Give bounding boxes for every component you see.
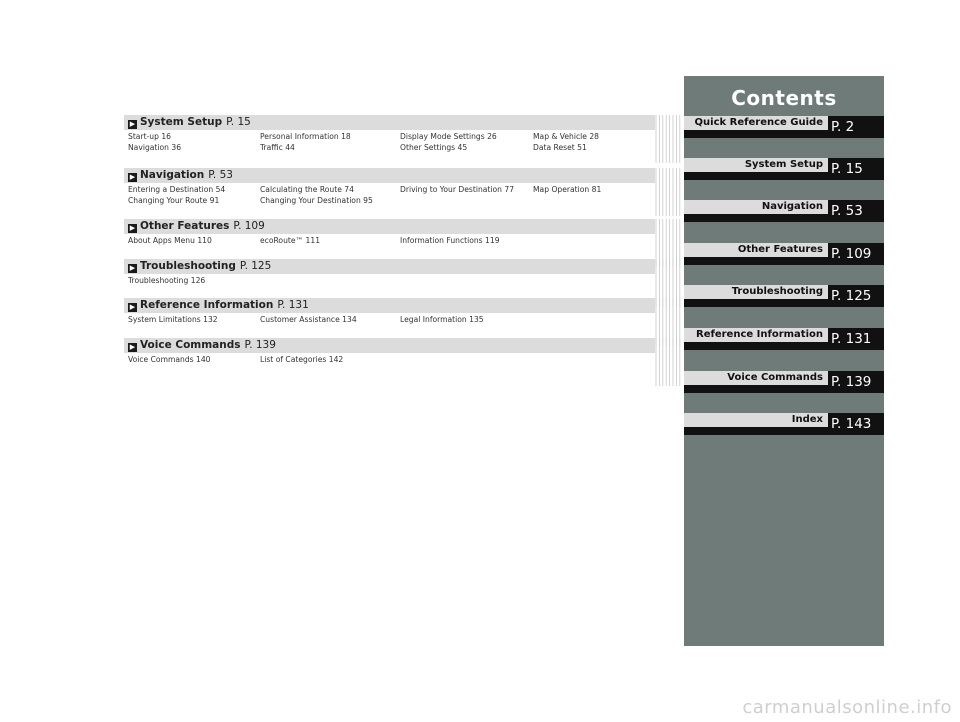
section-page: P. 53 bbox=[208, 169, 233, 181]
sidebar-item-troubleshooting[interactable] bbox=[684, 285, 884, 315]
section-title: Other Features bbox=[140, 220, 230, 232]
sidebar-item-label: Other Features bbox=[684, 243, 828, 257]
sidebar-item-navigation[interactable] bbox=[684, 200, 884, 230]
sidebar-item-label: Voice Commands bbox=[684, 371, 828, 385]
decorative-hatch bbox=[654, 168, 684, 216]
section-page: P. 109 bbox=[233, 220, 265, 232]
sidebar-item-label: Troubleshooting bbox=[684, 285, 828, 299]
sidebar-item-other-features[interactable] bbox=[684, 243, 884, 273]
subsection-row bbox=[124, 235, 684, 246]
sidebar-item-label: Navigation bbox=[684, 200, 828, 214]
section-system-setup bbox=[124, 115, 684, 153]
sidebar-item-page: P. 131 bbox=[828, 328, 884, 350]
sidebar-item-voice-commands[interactable] bbox=[684, 371, 884, 401]
section-reference-information bbox=[124, 298, 684, 325]
subsection-link[interactable]: Changing Your Destination 95 bbox=[260, 196, 373, 205]
sidebar-item-label: System Setup bbox=[684, 158, 828, 172]
sidebar-item-band bbox=[684, 427, 828, 435]
sidebar-item-page: P. 53 bbox=[828, 200, 884, 222]
subsection-link[interactable]: Changing Your Route 91 bbox=[128, 196, 220, 205]
sidebar-title: Contents bbox=[731, 86, 837, 110]
subsection-link[interactable]: About Apps Menu 110 bbox=[128, 236, 212, 245]
sidebar-item-page: P. 139 bbox=[828, 371, 884, 393]
section-page: P. 15 bbox=[226, 116, 251, 128]
subsection-link[interactable]: Data Reset 51 bbox=[533, 143, 587, 152]
subsection-link[interactable]: Customer Assistance 134 bbox=[260, 315, 357, 324]
contents-sidebar bbox=[684, 76, 884, 646]
arrow-right-icon: ▶ bbox=[129, 303, 136, 311]
section-title: Troubleshooting bbox=[140, 260, 236, 272]
arrow-right-icon: ▶ bbox=[129, 120, 136, 128]
subsection-row bbox=[124, 142, 684, 153]
section-other-features bbox=[124, 219, 684, 246]
sidebar-item-page: P. 2 bbox=[828, 116, 884, 138]
subsection-row bbox=[124, 314, 684, 325]
sidebar-item-label: Index bbox=[684, 413, 828, 427]
sidebar-item-band bbox=[684, 257, 828, 265]
subsection-link[interactable]: Map Operation 81 bbox=[533, 185, 602, 194]
sidebar-item-page: P. 143 bbox=[828, 413, 884, 435]
section-troubleshooting bbox=[124, 259, 684, 286]
contents-main bbox=[124, 115, 684, 395]
subsection-link[interactable]: Calculating the Route 74 bbox=[260, 185, 354, 194]
sidebar-item-page: P. 109 bbox=[828, 243, 884, 265]
section-page: P. 131 bbox=[277, 299, 309, 311]
sidebar-item-band bbox=[684, 214, 828, 222]
subsection-link[interactable]: Navigation 36 bbox=[128, 143, 182, 152]
sidebar-item-band bbox=[684, 342, 828, 350]
sidebar-item-reference-information[interactable] bbox=[684, 328, 884, 358]
subsection-row bbox=[124, 354, 684, 365]
section-page: P. 139 bbox=[244, 339, 276, 351]
arrow-right-icon: ▶ bbox=[129, 173, 136, 181]
subsection-link[interactable]: Map & Vehicle 28 bbox=[533, 132, 600, 141]
section-title: Reference Information bbox=[140, 299, 274, 311]
sidebar-item-label: Quick Reference Guide bbox=[684, 116, 828, 130]
subsection-link[interactable]: Traffic 44 bbox=[260, 143, 295, 152]
subsection-link[interactable]: Entering a Destination 54 bbox=[128, 185, 226, 194]
sidebar-item-band bbox=[684, 172, 828, 180]
section-header-link[interactable] bbox=[124, 219, 655, 234]
section-navigation bbox=[124, 168, 684, 206]
sidebar-item-label: Reference Information bbox=[684, 328, 828, 342]
sidebar-item-band bbox=[684, 385, 828, 393]
section-header-link[interactable] bbox=[124, 338, 655, 353]
section-title: Voice Commands bbox=[140, 339, 241, 351]
subsection-link[interactable]: Personal Information 18 bbox=[260, 132, 351, 141]
sidebar-item-system-setup[interactable] bbox=[684, 158, 884, 188]
section-header-link[interactable] bbox=[124, 298, 655, 313]
subsection-link[interactable]: Information Functions 119 bbox=[400, 236, 500, 245]
subsection-link[interactable]: Start-up 16 bbox=[128, 132, 172, 141]
section-page: P. 125 bbox=[239, 260, 272, 272]
subsection-link[interactable]: Other Settings 45 bbox=[400, 143, 468, 152]
subsection-row bbox=[124, 131, 684, 142]
section-header-link[interactable] bbox=[124, 115, 655, 130]
section-voice-commands bbox=[124, 338, 684, 365]
subsection-link[interactable]: List of Categories 142 bbox=[260, 355, 344, 364]
section-title: System Setup bbox=[140, 116, 223, 128]
arrow-right-icon: ▶ bbox=[129, 224, 136, 232]
subsection-row bbox=[124, 195, 684, 206]
sidebar-item-band bbox=[684, 299, 828, 307]
subsection-row bbox=[124, 275, 684, 286]
arrow-right-icon: ▶ bbox=[129, 343, 136, 351]
section-header-link[interactable] bbox=[124, 259, 655, 274]
subsection-link[interactable]: System Limitations 132 bbox=[128, 315, 218, 324]
sidebar-item-index[interactable] bbox=[684, 413, 884, 443]
watermark-text: carmanualsonline.info bbox=[742, 697, 952, 718]
sidebar-item-quick-reference-guide[interactable] bbox=[684, 116, 884, 146]
decorative-hatch bbox=[654, 115, 684, 163]
arrow-right-icon: ▶ bbox=[129, 264, 136, 272]
subsection-link[interactable]: ecoRoute™ 111 bbox=[260, 236, 321, 245]
subsection-link[interactable]: Display Mode Settings 26 bbox=[400, 132, 497, 141]
sidebar-item-page: P. 125 bbox=[828, 285, 884, 307]
sidebar-item-band bbox=[684, 130, 828, 138]
decorative-hatch bbox=[654, 338, 684, 386]
section-header-link[interactable] bbox=[124, 168, 655, 183]
subsection-link[interactable]: Voice Commands 140 bbox=[128, 355, 211, 364]
subsection-link[interactable]: Legal Information 135 bbox=[400, 315, 484, 324]
subsection-link[interactable]: Troubleshooting 126 bbox=[128, 276, 206, 285]
subsection-link[interactable]: Driving to Your Destination 77 bbox=[400, 185, 515, 194]
subsection-row bbox=[124, 184, 684, 195]
section-title: Navigation bbox=[140, 169, 205, 181]
sidebar-item-page: P. 15 bbox=[828, 158, 884, 180]
